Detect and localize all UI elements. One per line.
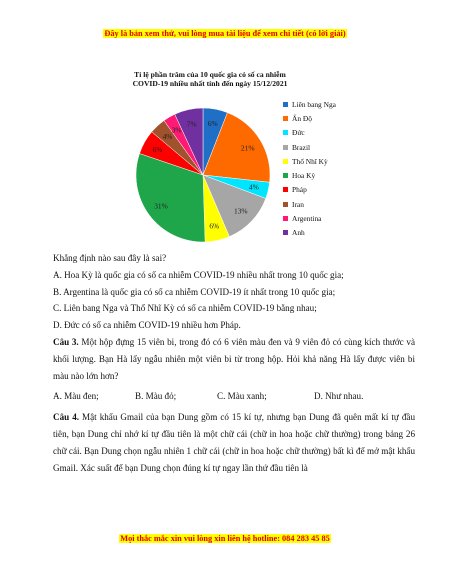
pie-label-3: 13%	[234, 206, 248, 216]
hotline-text: Mọi thắc mắc xin vui lòng xin liên hệ hotline: 084 283 45 85	[120, 534, 330, 543]
pie-label-6: 6%	[152, 144, 163, 154]
legend-label-0: Liên bang Nga	[292, 99, 336, 109]
option-d: D. Đức có số ca nhiễm COVID-19 nhiều hơn Pháp.	[53, 320, 241, 331]
q3-option-b: B. Màu đỏ;	[135, 391, 177, 402]
legend-swatch-8	[283, 216, 288, 221]
legend-swatch-9	[283, 230, 288, 235]
hotline-banner	[0, 534, 450, 543]
question-3-label: Câu 3.	[53, 336, 79, 347]
legend-item-5	[283, 168, 336, 182]
legend-swatch-0	[283, 102, 288, 107]
question-intro: Khẳng định nào sau đây là sai?	[53, 253, 167, 263]
legend-item-1	[283, 111, 336, 125]
legend-label-8: Argentina	[292, 214, 322, 224]
preview-notice-text: Đây là bản xem thử, vui lòng mua tài liệu để xem chi tiết (có lời giải)	[104, 29, 346, 38]
chart-title-line1: Tỉ lệ phần trăm của 10 quốc gia có số ca nhiễm	[134, 70, 286, 79]
question-3-options	[53, 388, 415, 405]
chart-title-line2: COVID-19 nhiều nhất tính đến ngày 15/12/2021	[132, 79, 288, 88]
pie-label-9: 7%	[186, 119, 197, 129]
legend-label-9: Anh	[292, 228, 305, 238]
legend-item-0	[283, 97, 336, 111]
legend-swatch-5	[283, 173, 288, 178]
legend-item-8	[283, 211, 336, 225]
question-body	[53, 250, 415, 476]
question-3	[53, 334, 415, 384]
pie-label-8: 3%	[171, 125, 182, 135]
preview-notice-banner	[0, 29, 450, 38]
chart-legend	[283, 97, 336, 240]
option-b: B. Argentina là quốc gia có số ca nhiễm COVID-19 ít nhất trong 10 quốc gia;	[53, 286, 336, 297]
question-4-text: Mật khẩu Gmail của bạn Dung gồm có 15 kí tự, nhưng bạn Dung đã quên mất kí tự đầu tiên, bạn Dung chỉ nhớ kí tự đầu tiên là một chữ cái (chữ in hoa hoặc chữ thường) trong bảng 26 chữ cái. Bạn Dung chọn ngẫu nhiên 1 chữ cái (chữ in hoa hoặc chữ thường) bất kì để mở mật khẩu Gmail. Xác suất để bạn Dung chọn đúng kí tự ngay lần thứ đầu tiên là	[53, 412, 416, 473]
legend-item-2	[283, 126, 336, 140]
legend-swatch-7	[283, 202, 288, 207]
legend-label-6: Pháp	[292, 185, 307, 195]
legend-swatch-2	[283, 130, 288, 135]
legend-item-7	[283, 197, 336, 211]
legend-swatch-1	[283, 116, 288, 121]
q3-option-a: A. Màu đen;	[53, 391, 99, 402]
pie-label-1: 21%	[240, 143, 255, 153]
legend-label-7: Iran	[292, 199, 304, 209]
pie-label-0: 6%	[207, 119, 218, 129]
legend-swatch-3	[283, 145, 288, 150]
q3-option-d: D. Như nhau.	[314, 391, 364, 402]
q3-option-c: C. Màu xanh;	[217, 391, 267, 402]
pie-label-2: 4%	[248, 182, 259, 192]
legend-label-4: Thổ Nhĩ Kỳ	[292, 156, 328, 166]
pie-label-5: 31%	[154, 201, 168, 211]
legend-label-1: Ấn Độ	[292, 113, 312, 123]
pie-label-4: 6%	[209, 221, 220, 231]
legend-label-2: Đức	[292, 128, 305, 138]
legend-swatch-4	[283, 159, 288, 164]
pie-label-7: 4%	[162, 132, 173, 142]
legend-label-3: Brazil	[292, 142, 311, 152]
legend-item-4	[283, 154, 336, 168]
legend-item-9	[283, 226, 336, 240]
legend-swatch-6	[283, 187, 288, 192]
legend-label-5: Hoa Kỳ	[292, 171, 316, 181]
legend-item-3	[283, 140, 336, 154]
legend-item-6	[283, 183, 336, 197]
option-c: C. Liên bang Nga và Thổ Nhĩ Kỳ có số ca nhiễm COVID-19 bằng nhau;	[53, 303, 317, 314]
question-4-label: Câu 4.	[53, 412, 80, 423]
pie-chart	[120, 70, 350, 245]
option-a: A. Hoa Kỳ là quốc gia có số ca nhiễm COVID-19 nhiều nhất trong 10 quốc gia;	[53, 269, 344, 280]
question-3-text: Một hộp đựng 15 viên bi, trong đó có 6 viên màu đen và 9 viên đỏ có cùng kích thước và khối lượng. Bạn Hà lấy ngẫu nhiên một viên bi từ trong hộp. Hỏi khả năng Hà lấy được viên bi màu nào lớn hơn?	[53, 336, 416, 381]
question-4	[53, 409, 415, 476]
